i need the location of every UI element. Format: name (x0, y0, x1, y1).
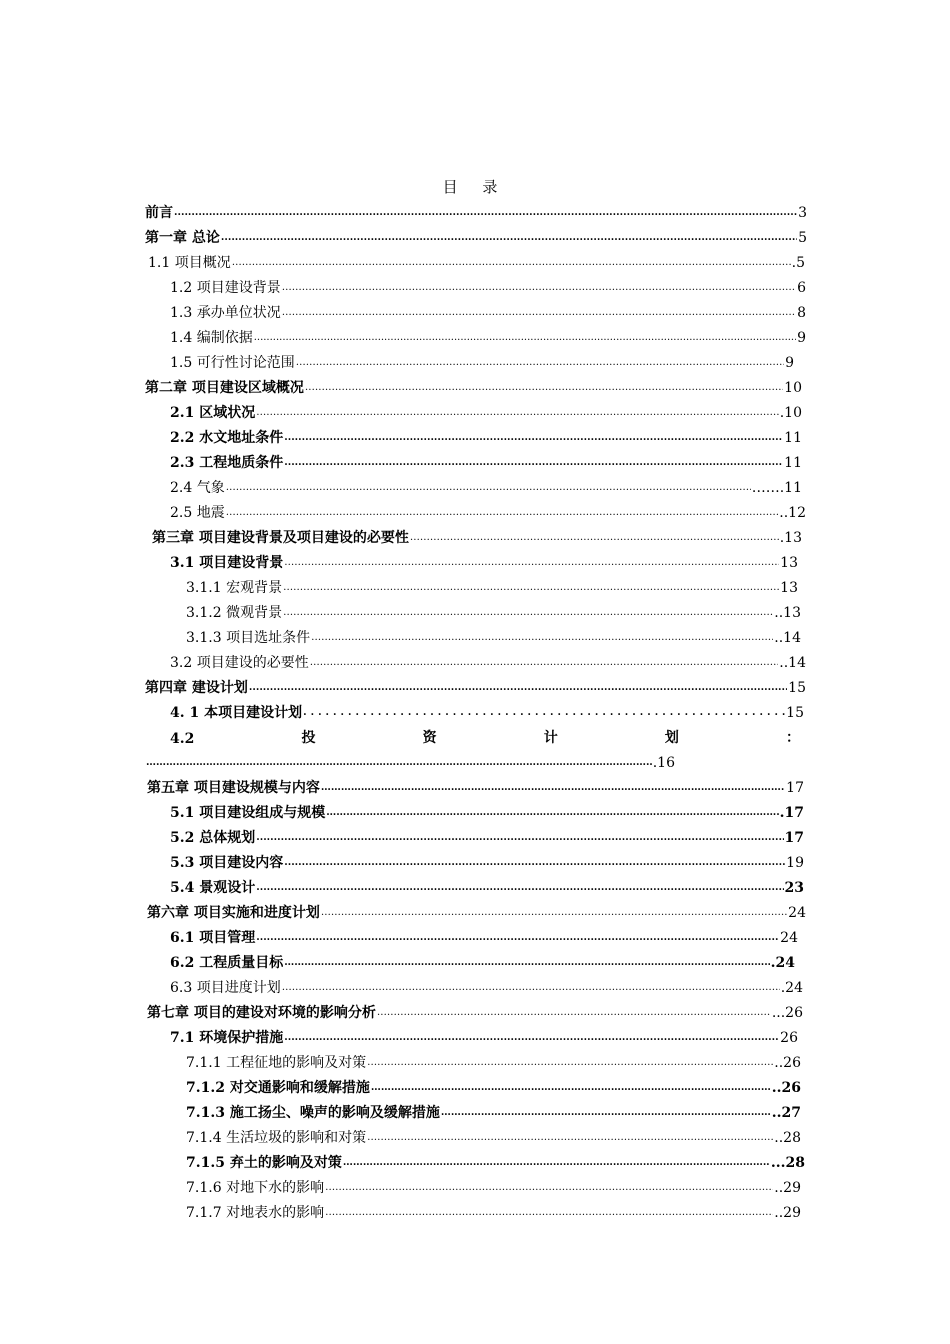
toc-entry[interactable] (170, 325, 806, 347)
toc-entry[interactable] (170, 800, 804, 822)
toc-entry-label: 2.2 水文地址条件 (170, 430, 284, 446)
toc-entry-page: 23 (784, 880, 804, 896)
toc-entry-page: 24 (788, 905, 806, 921)
toc-entry-label: 第三章 项目建设背景及项目建设的必要性 (152, 530, 409, 546)
toc-entry[interactable] (170, 875, 804, 897)
leader-dots (282, 979, 780, 997)
toc-entry-label: 7.1.6 对地下水的影响 (186, 1180, 325, 1196)
leader-dots (325, 1179, 773, 1197)
toc-entry-label: 6.1 项目管理 (170, 930, 256, 946)
toc-entry[interactable] (170, 275, 806, 297)
toc-entry-label: 3.1 项目建设背景 (170, 555, 284, 571)
toc-entry-label: 1.1 项目概况 (148, 255, 231, 271)
toc-entry-page: ...28 (770, 1155, 805, 1171)
toc-entry-page: ..12 (779, 505, 806, 521)
toc-entry-label: 3.1.2 微观背景 (186, 605, 283, 621)
leader-dots (254, 329, 796, 347)
toc-entry-page: ..28 (774, 1130, 801, 1146)
spread-char: 计 (543, 730, 558, 746)
toc-entry[interactable] (145, 200, 807, 222)
leader-dots (226, 479, 751, 497)
toc-entry-page: 11 (784, 455, 802, 471)
toc-entry[interactable] (147, 1000, 803, 1022)
toc-entry-label: 4. 1 本项目建设计划 (170, 705, 303, 721)
toc-entry[interactable] (186, 1200, 801, 1222)
leader-dots (296, 354, 784, 372)
toc-entry-label: 7.1.7 对地表水的影响 (186, 1205, 325, 1221)
leader-dots (310, 654, 779, 672)
leader-dots (325, 1204, 773, 1222)
toc-entry-page: 13 (780, 555, 798, 571)
leader-dots (377, 1004, 771, 1022)
toc-entry-label: 前言 (145, 205, 173, 221)
toc-entry-page: .24 (770, 955, 795, 971)
toc-entry-page: 15 (786, 705, 804, 721)
toc-entry[interactable] (186, 1175, 801, 1197)
toc-entry-label: 3.2 项目建设的必要性 (170, 655, 309, 671)
leader-dots (311, 629, 773, 647)
toc-entry-label: 3.1.3 项目选址条件 (186, 630, 311, 646)
toc-entry[interactable] (170, 925, 798, 947)
leader-dots (256, 929, 779, 947)
toc-entry-page: ..14 (779, 655, 806, 671)
leader-dots (321, 779, 785, 797)
toc-entry-label: 第一章 总论 (145, 230, 220, 246)
toc-entry-page: .5 (791, 255, 805, 271)
leader-dots (284, 454, 783, 472)
leader-dots (174, 204, 797, 222)
toc-entry-page: .24 (780, 980, 803, 996)
toc-title: 目 录 (442, 178, 508, 196)
toc-entry[interactable] (170, 850, 804, 872)
leader-dots (371, 1079, 771, 1097)
toc-entry-label: 第二章 项目建设区域概况 (145, 380, 304, 396)
leader-dots (256, 829, 783, 847)
leader-dots (326, 804, 778, 822)
toc-entry[interactable] (186, 1150, 805, 1172)
toc-entry-page: ..26 (774, 1055, 801, 1071)
toc-entry-page: …….11 (751, 480, 802, 496)
leader-dots (256, 404, 779, 422)
leader-dots (282, 279, 796, 297)
leader-dots (284, 954, 769, 972)
toc-entry[interactable] (186, 1075, 801, 1097)
toc-entry-label: 2.4 气象 (170, 480, 225, 496)
toc-entry-page: .13 (779, 530, 802, 546)
toc-entry[interactable] (145, 375, 802, 397)
leader-dots (283, 579, 779, 597)
toc-entry-page: ..13 (774, 605, 801, 621)
toc-entry-page: 17 (784, 830, 804, 846)
toc-entry[interactable] (170, 500, 806, 522)
toc-entry-page: 9 (797, 330, 806, 346)
toc-entry-page: 10 (784, 380, 802, 396)
toc-entry-page: ..14 (774, 630, 801, 646)
leader-dots (441, 1104, 771, 1122)
toc-entry-label: 第七章 项目的建设对环境的影响分析 (147, 1005, 376, 1021)
toc-entry-page: ..29 (774, 1180, 801, 1196)
toc-entry[interactable] (170, 350, 794, 372)
spread-char: ： (785, 730, 800, 746)
spread-char: 投 (301, 730, 316, 746)
toc-entry[interactable] (148, 250, 805, 272)
leader-dots (367, 1129, 773, 1147)
toc-entry[interactable] (152, 525, 802, 547)
leader-dots (146, 754, 652, 772)
toc-entry-page: 5 (798, 230, 807, 246)
toc-entry-label: 3.1.1 宏观背景 (186, 580, 283, 596)
leader-dots (232, 254, 791, 272)
toc-entry[interactable] (170, 1025, 798, 1047)
toc-entry-label: 7.1.2 对交通影响和缓解措施 (186, 1080, 370, 1096)
toc-entry[interactable] (170, 700, 804, 722)
toc-entry-label: 6.2 工程质量目标 (170, 955, 284, 971)
toc-entry[interactable] (170, 975, 803, 997)
toc-entry[interactable] (145, 675, 806, 697)
toc-entry[interactable] (170, 650, 806, 672)
toc-entry[interactable] (186, 575, 798, 597)
toc-entry-label: 2.1 区域状况 (170, 405, 256, 421)
toc-entry[interactable] (186, 625, 801, 647)
toc-entry-label: 第四章 建设计划 (145, 680, 248, 696)
toc-entry-page: 17 (786, 780, 804, 796)
toc-entry-label: 2.3 工程地质条件 (170, 455, 284, 471)
leader-dots (284, 554, 779, 572)
toc-entry-label: 5.1 项目建设组成与规模 (170, 805, 326, 821)
toc-entry[interactable] (186, 1125, 801, 1147)
toc-entry[interactable] (170, 950, 795, 972)
toc-entry-page: ..27 (771, 1105, 801, 1121)
leader-dots (343, 1154, 770, 1172)
leader-dots (321, 904, 787, 922)
toc-entry-label: 7.1.3 施工扬尘、噪声的影响及缓解措施 (186, 1105, 440, 1121)
toc-entry[interactable] (170, 450, 802, 472)
leader-dots (284, 1029, 779, 1047)
toc-entry-page: 26 (780, 1030, 798, 1046)
leader-dots (367, 1054, 773, 1072)
toc-entry-page: 6 (797, 280, 806, 296)
spread-char: 4.2 (170, 731, 195, 747)
leader-dots (249, 679, 787, 697)
leader-dots (282, 304, 796, 322)
toc-entry-page: 15 (788, 680, 806, 696)
toc-entry[interactable] (147, 900, 806, 922)
toc-entry-label: 5.4 景观设计 (170, 880, 256, 896)
toc-entry-continuation[interactable] (145, 750, 675, 772)
leader-dots (226, 504, 779, 522)
leader-dots (283, 604, 773, 622)
toc-entry[interactable] (170, 400, 802, 422)
toc-entry-page: 19 (786, 855, 804, 871)
toc-entry[interactable] (170, 475, 802, 497)
toc-entry-page: 13 (780, 580, 798, 596)
toc-entry-page: 8 (797, 305, 806, 321)
toc-entry[interactable] (186, 600, 801, 622)
toc-entry-page: 11 (784, 430, 802, 446)
leader-dots (303, 704, 785, 722)
toc-entry-label: 5.2 总体规划 (170, 830, 256, 846)
toc-entry-label: 第六章 项目实施和进度计划 (147, 905, 320, 921)
toc-entry-label: 1.2 项目建设背景 (170, 280, 281, 296)
toc-entry[interactable] (147, 775, 804, 797)
toc-entry-label: 7.1.1 工程征地的影响及对策 (186, 1055, 367, 1071)
toc-entry-spread[interactable] (170, 725, 800, 747)
toc-entry[interactable] (170, 425, 802, 447)
toc-entry[interactable] (170, 825, 804, 847)
toc-entry-label: 1.4 编制依据 (170, 330, 253, 346)
toc-entry-label: 1.5 可行性讨论范围 (170, 355, 295, 371)
toc-entry-page: ..29 (774, 1205, 801, 1221)
toc-entry-page: .10 (779, 405, 802, 421)
toc-entry[interactable] (186, 1100, 801, 1122)
toc-entry-page: .17 (779, 805, 804, 821)
toc-entry-label: 7.1.4 生活垃圾的影响和对策 (186, 1130, 367, 1146)
toc-entry[interactable] (170, 550, 798, 572)
toc-entry-page: ..26 (771, 1080, 801, 1096)
leader-dots (284, 854, 785, 872)
leader-dots (284, 429, 783, 447)
toc-entry-label: 5.3 项目建设内容 (170, 855, 284, 871)
toc-entry-label: 第五章 项目建设规模与内容 (147, 780, 320, 796)
toc-entry-page: 9 (785, 355, 794, 371)
leader-dots (410, 529, 779, 547)
toc-entry-label: 2.5 地震 (170, 505, 225, 521)
toc-entry[interactable] (145, 225, 807, 247)
spread-char: 资 (422, 730, 437, 746)
leader-dots (221, 229, 797, 247)
toc-entry-page: .16 (652, 755, 675, 771)
toc-entry-page: 24 (780, 930, 798, 946)
toc-entry-label: 1.3 承办单位状况 (170, 305, 281, 321)
leader-dots (256, 879, 783, 897)
toc-entry-page: 3 (798, 205, 807, 221)
toc-entry[interactable] (186, 1050, 801, 1072)
toc-entry[interactable] (170, 300, 806, 322)
spread-char: 划 (664, 730, 679, 746)
toc-entry-page: ...26 (771, 1005, 803, 1021)
toc-entry-label: 6.3 项目进度计划 (170, 980, 281, 996)
toc-entry-label: 7.1.5 弃土的影响及对策 (186, 1155, 342, 1171)
leader-dots (305, 379, 783, 397)
toc-entry-label: 7.1 环境保护措施 (170, 1030, 284, 1046)
